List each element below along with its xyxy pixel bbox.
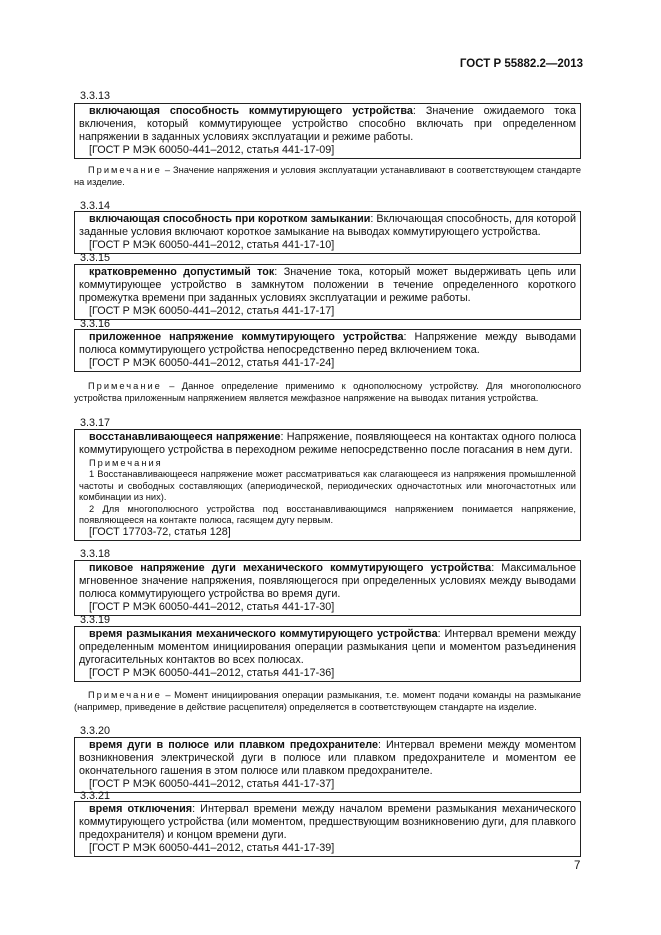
- note-label: Примечание: [88, 165, 162, 175]
- term-number: 3.3.16: [80, 318, 111, 330]
- term-title: приложенное напряжение коммутирующего устройства: [89, 331, 404, 343]
- term-reference: [ГОСТ Р МЭК 60050-441–2012, статья 441-17-17]: [89, 305, 335, 317]
- term-number: 3.3.19: [80, 614, 111, 626]
- term-reference: [ГОСТ Р МЭК 60050-441–2012, статья 441-17-10]: [89, 239, 335, 251]
- term-text: : Включающая способность, для которой заданные условия включают короткое замыкание на выводах коммутирующего устройства.: [79, 213, 576, 238]
- document-header: ГОСТ Р 55882.2—2013: [459, 58, 583, 70]
- term-number: 3.3.13: [80, 90, 111, 102]
- term-reference: [ГОСТ Р МЭК 60050-441–2012, статья 441-17-37]: [89, 778, 335, 790]
- term-reference: [ГОСТ Р МЭК 60050-441–2012, статья 441-17-36]: [89, 667, 335, 679]
- term-reference: [ГОСТ 17703-72, статья 128]: [89, 526, 231, 539]
- term-number: 3.3.15: [80, 252, 111, 264]
- term-definition: [79, 105, 576, 144]
- note: [74, 689, 581, 713]
- term-title: время отключения: [89, 803, 193, 815]
- term-box: [74, 264, 581, 320]
- term-reference: [ГОСТ Р МЭК 60050-441–2012, статья 441-17-39]: [89, 842, 335, 854]
- term-number: 3.3.20: [80, 725, 111, 737]
- note-label: Примечание: [88, 690, 162, 700]
- term-number: 3.3.17: [80, 417, 111, 429]
- term-text: : Значение ожидаемого тока включения, который коммутирующее устройство способно включать при определенном напряжении в заданных условиях эксплуатации и режиме работы.: [79, 105, 576, 143]
- term-definition: [79, 213, 576, 239]
- notes-heading: Примечания: [89, 458, 163, 468]
- term-number: 3.3.14: [80, 200, 111, 212]
- term-title: включающая способность при коротком замыкании: [89, 213, 371, 225]
- term-definition: [79, 266, 576, 305]
- term-text: : Интервал времени между моментом возникновения электрической дуги в полюсе или плавком предохранителе и моментом ее окончательного гашения в этом полюсе или плавком предохранителе.: [79, 739, 576, 777]
- term-definition: [79, 628, 576, 667]
- term-box: [74, 103, 581, 159]
- note-label: Примечание: [88, 381, 162, 391]
- note: [74, 380, 581, 404]
- term-definition: [79, 331, 576, 357]
- term-box: [74, 329, 581, 372]
- note-text: – Данное определение применимо к однополюсному устройству. Для многополюсного устройства приложенным напряжением является межфазное напряжение на выводах питания устройства.: [74, 381, 581, 403]
- note-text: – Значение напряжения и условия эксплуатации устанавливают в соответствующем стандарте на изделие.: [74, 165, 581, 187]
- note-text: – Момент инициирования операции размыкания, т.е. момент подачи команды на размыкание (например, приведение в действие расцепителя) определяется в соответствующем стандарте на изделие.: [74, 690, 581, 712]
- page-number: 7: [574, 860, 581, 872]
- term-text: : Напряжение между выводами полюса коммутирующего устройства непосредственно перед включением тока.: [79, 331, 576, 356]
- term-title: кратковременно допустимый ток: [89, 266, 275, 278]
- term-number: 3.3.21: [80, 790, 111, 802]
- note-item: 1 Восстанавливающееся напряжение может рассматриваться как слагающееся из напряжения промышленной частоты и свободных составляющих (апериодической, периодических одночастотных или многочастотных или комбинации из них).: [79, 469, 576, 503]
- term-box: [74, 211, 581, 254]
- term-text: : Максимальное мгновенное значение напряжения, появляющегося при определенных условиях между выводами полюса коммутирующего устройства во время дуги.: [79, 562, 577, 600]
- term-text: : Напряжение, появляющееся на контактах одного полюса коммутирующего устройства в переходном режиме непосредственно после погасания в нем дуги.: [79, 431, 576, 456]
- note-item: 2 Для многополюсного устройства под восстанавливающимся напряжением понимается напряжение, появляющееся на контакте полюса, гасящем дугу первым.: [79, 503, 576, 526]
- term-definition: [79, 739, 576, 778]
- term-title: пиковое напряжение дуги механического коммутирующего устройства: [89, 562, 492, 574]
- term-reference: [ГОСТ Р МЭК 60050-441–2012, статья 441-17-09]: [89, 144, 335, 156]
- term-box: [74, 560, 581, 616]
- term-definition: [79, 431, 576, 457]
- term-text: : Интервал времени между началом времени размыкания механического коммутирующего устройства (или моментом, предшествующим возникновению дуги, для плавкого предохранителя) и концом времени дуги.: [79, 803, 577, 841]
- term-box: [74, 737, 581, 793]
- term-title: время дуги в полюсе или плавком предохранителе: [89, 739, 378, 751]
- term-title: восстанавливающееся напряжение: [89, 431, 281, 443]
- term-number: 3.3.18: [80, 548, 111, 560]
- term-definition: [79, 803, 576, 842]
- term-reference: [ГОСТ Р МЭК 60050-441–2012, статья 441-17-24]: [89, 357, 335, 369]
- term-text: : Интервал времени между определенным моментом инициирования операции размыкания цепи и моментом разъединения дугогасительных контактов во всех полюсах.: [79, 628, 576, 666]
- term-box: [74, 429, 581, 541]
- note: [74, 164, 581, 188]
- term-box: [74, 626, 581, 682]
- term-title: время размыкания механического коммутирующего устройства: [89, 628, 438, 640]
- term-title: включающая способность коммутирующего устройства: [89, 105, 413, 117]
- term-definition: [79, 562, 576, 601]
- term-reference: [ГОСТ Р МЭК 60050-441–2012, статья 441-17-30]: [89, 601, 335, 613]
- term-text: : Значение тока, который может выдерживать цепь или коммутирующее устройство в замкнутом положении в течение определенного короткого промежутка времени при заданных условиях эксплуатации и режиме работы.: [79, 266, 576, 304]
- term-box: [74, 801, 581, 857]
